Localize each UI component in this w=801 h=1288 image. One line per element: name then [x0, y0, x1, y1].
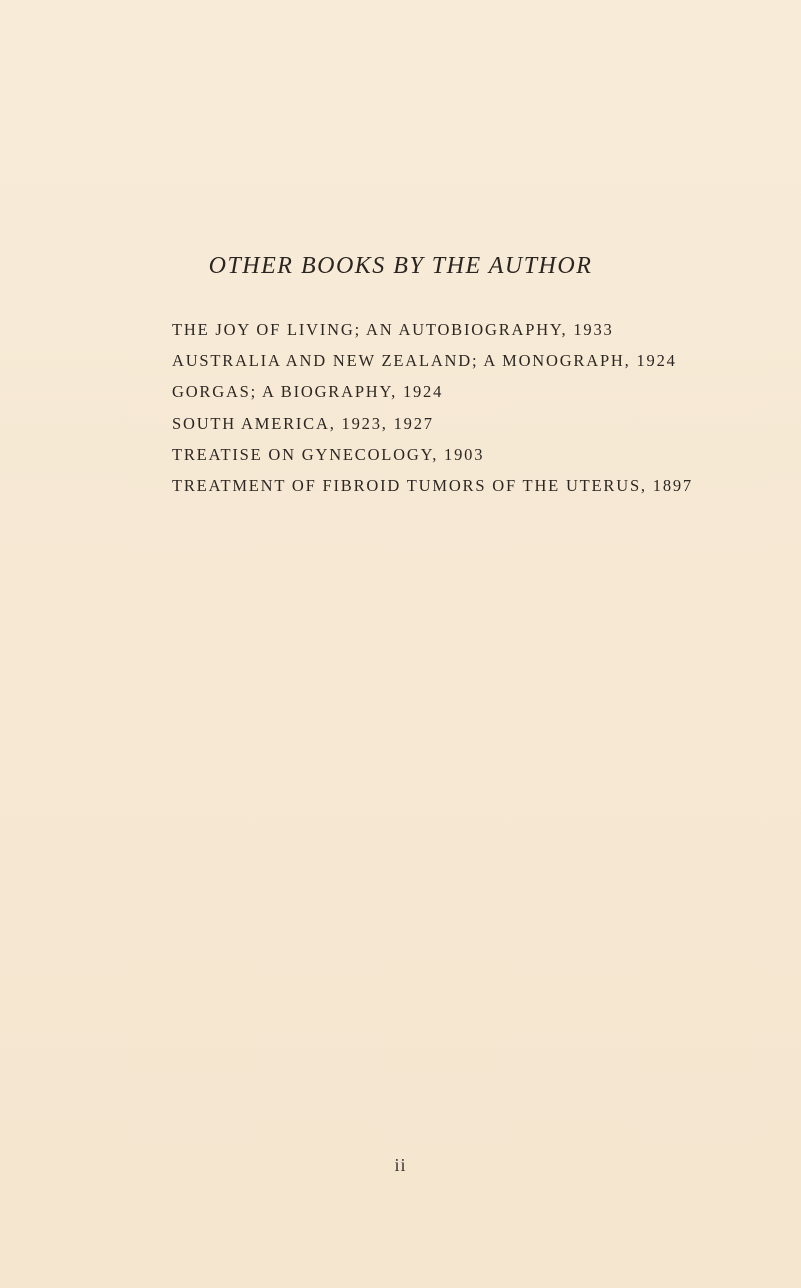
book-entry: TREATMENT OF FIBROID TUMORS OF THE UTERUS, 1897 [172, 476, 693, 496]
page-number: ii [394, 1155, 407, 1175]
book-entry: AUSTRALIA AND NEW ZEALAND; A MONOGRAPH, 1924 [172, 351, 677, 371]
book-entry: GORGAS; A BIOGRAPHY, 1924 [172, 382, 444, 402]
book-entry: THE JOY OF LIVING; AN AUTOBIOGRAPHY, 1933 [172, 320, 614, 339]
page-heading: OTHER BOOKS BY THE AUTHOR [208, 253, 593, 279]
book-entry: TREATISE ON GYNECOLOGY, 1903 [172, 444, 485, 464]
book-list [172, 314, 693, 501]
book-entry: SOUTH AMERICA, 1923, 1927 [172, 413, 434, 433]
